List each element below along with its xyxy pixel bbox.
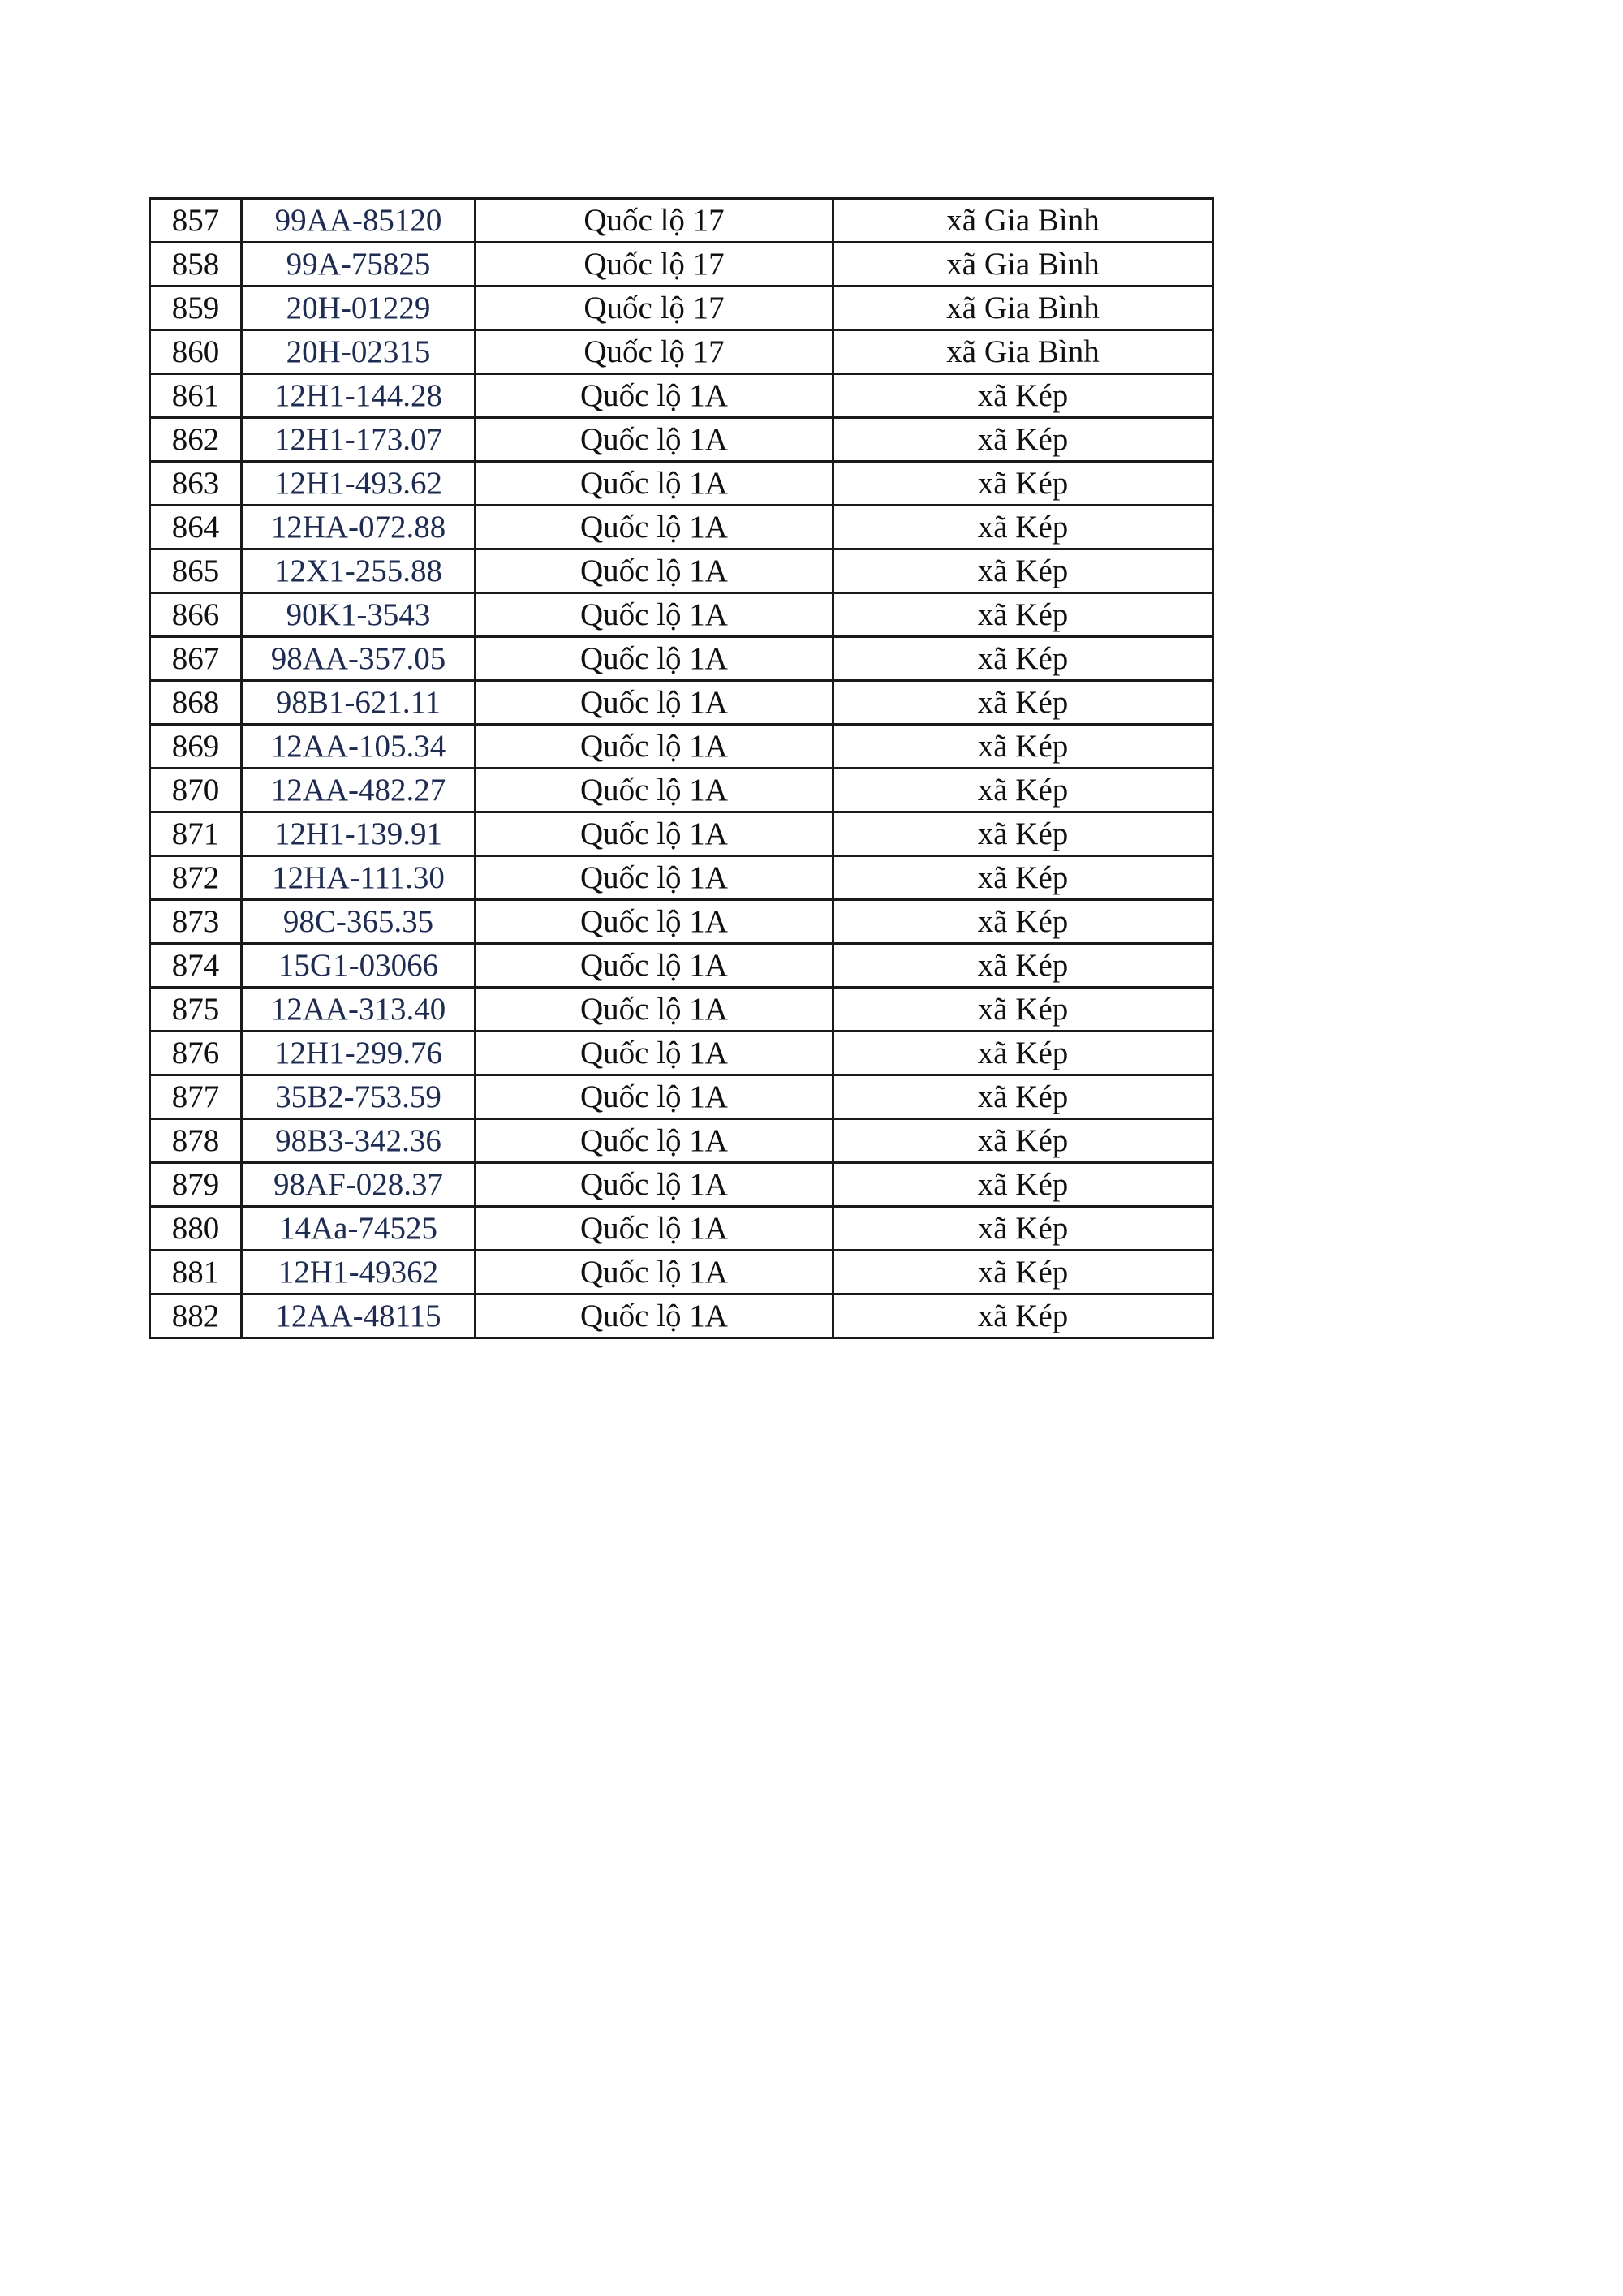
- road-cell: Quốc lộ 1A: [476, 1163, 833, 1207]
- location-cell: xã Kép: [833, 593, 1213, 637]
- road-cell: Quốc lộ 1A: [476, 988, 833, 1032]
- road-cell: Quốc lộ 1A: [476, 418, 833, 462]
- row-number-cell: 882: [150, 1294, 242, 1338]
- row-number-cell: 871: [150, 812, 242, 856]
- road-cell: Quốc lộ 1A: [476, 812, 833, 856]
- license-plate-cell: 12H1-144.28: [242, 374, 476, 418]
- license-plate-cell: 12X1-255.88: [242, 549, 476, 593]
- table-row: [150, 1251, 1213, 1294]
- road-cell: Quốc lộ 1A: [476, 1075, 833, 1119]
- row-number-cell: 870: [150, 769, 242, 812]
- table-row: [150, 1032, 1213, 1075]
- license-plate-cell: 99A-75825: [242, 243, 476, 286]
- location-cell: xã Kép: [833, 988, 1213, 1032]
- road-cell: Quốc lộ 1A: [476, 1251, 833, 1294]
- table-row: [150, 462, 1213, 506]
- location-cell: xã Kép: [833, 1294, 1213, 1338]
- location-cell: xã Kép: [833, 900, 1213, 944]
- location-cell: xã Gia Bình: [833, 199, 1213, 243]
- road-cell: Quốc lộ 1A: [476, 725, 833, 769]
- location-cell: xã Kép: [833, 812, 1213, 856]
- location-cell: xã Gia Bình: [833, 330, 1213, 374]
- license-plate-cell: 12H1-139.91: [242, 812, 476, 856]
- license-plate-cell: 20H-02315: [242, 330, 476, 374]
- license-plate-cell: 98AF-028.37: [242, 1163, 476, 1207]
- license-plate-cell: 98B1-621.11: [242, 681, 476, 725]
- road-cell: Quốc lộ 1A: [476, 944, 833, 988]
- row-number-cell: 875: [150, 988, 242, 1032]
- road-cell: Quốc lộ 1A: [476, 1207, 833, 1251]
- table-row: [150, 856, 1213, 900]
- table-body: [150, 199, 1213, 1338]
- row-number-cell: 862: [150, 418, 242, 462]
- location-cell: xã Kép: [833, 1032, 1213, 1075]
- table-row: [150, 549, 1213, 593]
- license-plate-cell: 12AA-48115: [242, 1294, 476, 1338]
- license-plate-cell: 20H-01229: [242, 286, 476, 330]
- road-cell: Quốc lộ 17: [476, 199, 833, 243]
- license-plate-cell: 12HA-111.30: [242, 856, 476, 900]
- row-number-cell: 867: [150, 637, 242, 681]
- location-cell: xã Kép: [833, 462, 1213, 506]
- row-number-cell: 857: [150, 199, 242, 243]
- license-plate-cell: 98B3-342.36: [242, 1119, 476, 1163]
- location-cell: xã Kép: [833, 1207, 1213, 1251]
- table-row: [150, 593, 1213, 637]
- table-row: [150, 1163, 1213, 1207]
- row-number-cell: 858: [150, 243, 242, 286]
- road-cell: Quốc lộ 17: [476, 243, 833, 286]
- row-number-cell: 881: [150, 1251, 242, 1294]
- license-plate-cell: 35B2-753.59: [242, 1075, 476, 1119]
- license-plate-cell: 12H1-49362: [242, 1251, 476, 1294]
- license-plate-cell: 12H1-493.62: [242, 462, 476, 506]
- road-cell: Quốc lộ 1A: [476, 593, 833, 637]
- row-number-cell: 874: [150, 944, 242, 988]
- road-cell: Quốc lộ 1A: [476, 374, 833, 418]
- road-cell: Quốc lộ 1A: [476, 1119, 833, 1163]
- license-plate-cell: 99AA-85120: [242, 199, 476, 243]
- road-cell: Quốc lộ 17: [476, 286, 833, 330]
- location-cell: xã Kép: [833, 1075, 1213, 1119]
- license-plate-cell: 12H1-173.07: [242, 418, 476, 462]
- table-row: [150, 900, 1213, 944]
- road-cell: Quốc lộ 1A: [476, 549, 833, 593]
- license-plate-cell: 12HA-072.88: [242, 506, 476, 549]
- table-row: [150, 988, 1213, 1032]
- road-cell: Quốc lộ 1A: [476, 900, 833, 944]
- row-number-cell: 861: [150, 374, 242, 418]
- road-cell: Quốc lộ 1A: [476, 856, 833, 900]
- location-cell: xã Kép: [833, 549, 1213, 593]
- row-number-cell: 880: [150, 1207, 242, 1251]
- row-number-cell: 878: [150, 1119, 242, 1163]
- row-number-cell: 872: [150, 856, 242, 900]
- location-cell: xã Kép: [833, 374, 1213, 418]
- license-plate-cell: 12AA-482.27: [242, 769, 476, 812]
- row-number-cell: 876: [150, 1032, 242, 1075]
- row-number-cell: 873: [150, 900, 242, 944]
- table-row: [150, 243, 1213, 286]
- location-cell: xã Kép: [833, 856, 1213, 900]
- table-row: [150, 1207, 1213, 1251]
- location-cell: xã Kép: [833, 769, 1213, 812]
- row-number-cell: 866: [150, 593, 242, 637]
- road-cell: Quốc lộ 1A: [476, 769, 833, 812]
- violations-table: [149, 197, 1214, 1339]
- license-plate-cell: 12AA-313.40: [242, 988, 476, 1032]
- row-number-cell: 860: [150, 330, 242, 374]
- license-plate-cell: 14Aa-74525: [242, 1207, 476, 1251]
- location-cell: xã Kép: [833, 681, 1213, 725]
- road-cell: Quốc lộ 1A: [476, 637, 833, 681]
- row-number-cell: 864: [150, 506, 242, 549]
- table-row: [150, 286, 1213, 330]
- table-row: [150, 374, 1213, 418]
- table-row: [150, 637, 1213, 681]
- road-cell: Quốc lộ 1A: [476, 506, 833, 549]
- location-cell: xã Kép: [833, 637, 1213, 681]
- table-row: [150, 1294, 1213, 1338]
- table-row: [150, 418, 1213, 462]
- row-number-cell: 868: [150, 681, 242, 725]
- location-cell: xã Kép: [833, 1163, 1213, 1207]
- location-cell: xã Kép: [833, 1251, 1213, 1294]
- table-row: [150, 812, 1213, 856]
- road-cell: Quốc lộ 1A: [476, 1032, 833, 1075]
- table-row: [150, 944, 1213, 988]
- row-number-cell: 877: [150, 1075, 242, 1119]
- table-row: [150, 506, 1213, 549]
- location-cell: xã Gia Bình: [833, 286, 1213, 330]
- table-row: [150, 330, 1213, 374]
- license-plate-cell: 12H1-299.76: [242, 1032, 476, 1075]
- license-plate-cell: 15G1-03066: [242, 944, 476, 988]
- row-number-cell: 863: [150, 462, 242, 506]
- location-cell: xã Kép: [833, 725, 1213, 769]
- table-row: [150, 725, 1213, 769]
- license-plate-cell: 98C-365.35: [242, 900, 476, 944]
- location-cell: xã Kép: [833, 418, 1213, 462]
- table-row: [150, 199, 1213, 243]
- license-plate-cell: 12AA-105.34: [242, 725, 476, 769]
- table-row: [150, 1075, 1213, 1119]
- row-number-cell: 859: [150, 286, 242, 330]
- road-cell: Quốc lộ 1A: [476, 681, 833, 725]
- location-cell: xã Kép: [833, 506, 1213, 549]
- road-cell: Quốc lộ 17: [476, 330, 833, 374]
- table-row: [150, 681, 1213, 725]
- road-cell: Quốc lộ 1A: [476, 1294, 833, 1338]
- location-cell: xã Kép: [833, 1119, 1213, 1163]
- location-cell: xã Gia Bình: [833, 243, 1213, 286]
- location-cell: xã Kép: [833, 944, 1213, 988]
- row-number-cell: 865: [150, 549, 242, 593]
- table-row: [150, 1119, 1213, 1163]
- license-plate-cell: 98AA-357.05: [242, 637, 476, 681]
- row-number-cell: 869: [150, 725, 242, 769]
- license-plate-cell: 90K1-3543: [242, 593, 476, 637]
- table-row: [150, 769, 1213, 812]
- road-cell: Quốc lộ 1A: [476, 462, 833, 506]
- row-number-cell: 879: [150, 1163, 242, 1207]
